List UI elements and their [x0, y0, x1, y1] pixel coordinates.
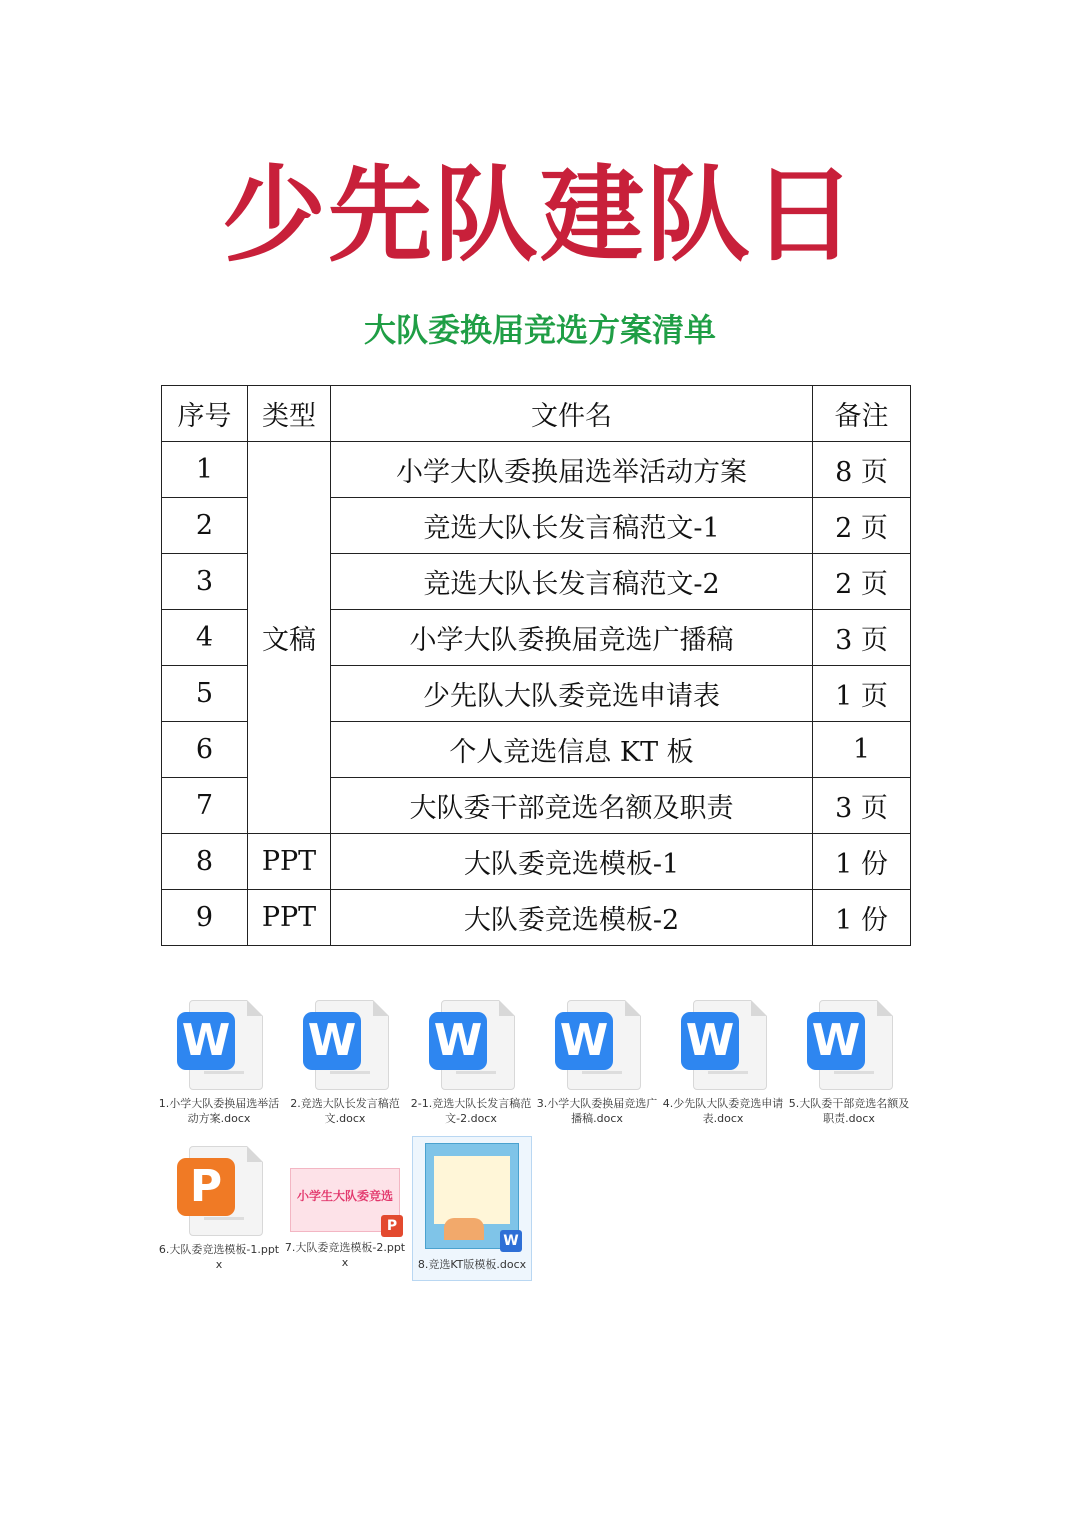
file-name: 8.竞选KT版模板.docx	[417, 1258, 527, 1271]
row-note: 1 份	[813, 890, 911, 946]
file-name: 2-1.竞选大队长发言稿范文-2.docx	[410, 1097, 532, 1125]
word-icon: W	[301, 996, 389, 1088]
file-item[interactable]	[284, 996, 406, 1126]
row-filename: 大队委竞选模板-1	[331, 834, 813, 890]
file-name: 3.小学大队委换届竞选广播稿.docx	[536, 1097, 658, 1125]
file-item[interactable]	[158, 996, 280, 1126]
file-item[interactable]	[788, 996, 910, 1126]
header-note: 备注	[813, 386, 911, 442]
word-icon: W	[679, 996, 767, 1088]
page-subtitle: 大队委换届竞选方案清单	[363, 311, 716, 349]
row-filename: 小学大队委换届竞选广播稿	[331, 610, 813, 666]
page-title: 少先队建队日	[221, 154, 858, 276]
row-type: PPT	[248, 834, 331, 890]
file-item[interactable]	[284, 1142, 406, 1270]
row-type-group: 文稿	[248, 442, 331, 834]
row-no: 1	[162, 442, 248, 498]
header-filename: 文件名	[331, 386, 813, 442]
file-name: 2.竞选大队长发言稿范文.docx	[290, 1097, 400, 1125]
row-filename: 竞选大队长发言稿范文-1	[331, 498, 813, 554]
row-filename: 小学大队委换届选举活动方案	[331, 442, 813, 498]
row-filename: 大队委竞选模板-2	[331, 890, 813, 946]
table-header-row	[162, 386, 911, 442]
docx-thumbnail: W	[425, 1143, 519, 1249]
row-note: 1	[813, 722, 911, 778]
row-filename: 竞选大队长发言稿范文-2	[331, 554, 813, 610]
row-no: 5	[162, 666, 248, 722]
row-note: 8 页	[813, 442, 911, 498]
header-no: 序号	[162, 386, 248, 442]
file-name: 4.少先队大队委竞选申请表.docx	[662, 1097, 784, 1125]
table-row	[162, 834, 911, 890]
row-filename: 大队委干部竞选名额及职责	[331, 778, 813, 834]
file-item[interactable]	[662, 996, 784, 1126]
file-item[interactable]	[536, 996, 658, 1126]
row-type: PPT	[248, 890, 331, 946]
row-note: 2 页	[813, 498, 911, 554]
header-type: 类型	[248, 386, 331, 442]
row-filename: 少先队大队委竞选申请表	[331, 666, 813, 722]
word-icon: W	[553, 996, 641, 1088]
word-icon: W	[427, 996, 515, 1088]
file-name: 6.大队委竞选模板-1.pptx	[158, 1243, 280, 1271]
file-item-selected[interactable]	[412, 1136, 532, 1281]
powerpoint-icon: P	[175, 1142, 263, 1234]
row-note: 3 页	[813, 610, 911, 666]
row-no: 4	[162, 610, 248, 666]
row-no: 8	[162, 834, 248, 890]
row-note: 1 份	[813, 834, 911, 890]
table-row	[162, 442, 911, 498]
file-name: 7.大队委竞选模板-2.pptx	[284, 1241, 406, 1269]
file-list-table	[161, 385, 911, 946]
row-no: 9	[162, 890, 248, 946]
file-name: 5.大队委干部竞选名额及职责.docx	[788, 1097, 910, 1125]
row-no: 3	[162, 554, 248, 610]
pptx-thumbnail: 小学生大队委竞选 P	[290, 1168, 400, 1232]
row-no: 2	[162, 498, 248, 554]
file-name: 1.小学大队委换届选举活动方案.docx	[158, 1097, 280, 1125]
row-filename: 个人竞选信息 KT 板	[331, 722, 813, 778]
row-no: 6	[162, 722, 248, 778]
file-item[interactable]	[158, 1142, 280, 1272]
table-row	[162, 890, 911, 946]
row-note: 2 页	[813, 554, 911, 610]
row-note: 1 页	[813, 666, 911, 722]
file-item[interactable]	[410, 996, 532, 1126]
row-no: 7	[162, 778, 248, 834]
row-note: 3 页	[813, 778, 911, 834]
word-icon: W	[805, 996, 893, 1088]
word-icon: W	[175, 996, 263, 1088]
